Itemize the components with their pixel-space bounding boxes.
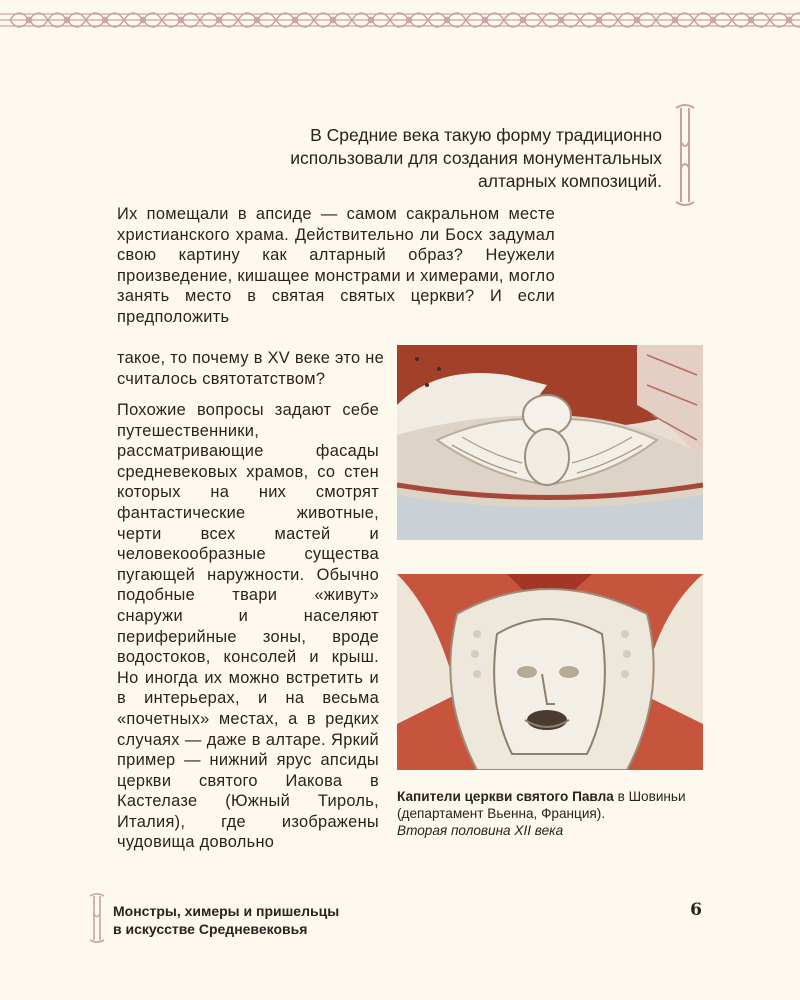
pull-quote-line: использовали для создания монументальных bbox=[290, 148, 662, 168]
intro-paragraph bbox=[117, 204, 555, 328]
footer-bracket-icon bbox=[88, 892, 106, 944]
intro-text: Их помещали в апсиде — самом сакральном месте христианского храма. Действительно ли Босх задумал свою картину как алтарный образ? Неужели произведение, кишащее монстрами и химерами, могло занять место в святая святых церкви? И если предположить bbox=[117, 205, 555, 326]
caption-location: в Шовиньи (департамент Вьенна, Франция). bbox=[397, 789, 686, 821]
caption-date: Вторая половина XII века bbox=[397, 823, 564, 838]
intro-paragraph-tail bbox=[117, 348, 387, 389]
footer-title-line: в искусстве Средневековья bbox=[113, 921, 308, 937]
caption-title: Капители церкви святого Павла bbox=[397, 789, 614, 804]
intro-tail-text: такое, то почему в XV веке это не считалось святотатством? bbox=[117, 349, 385, 388]
main-paragraph-text: Похожие вопросы задают себе путешественники, рассматривающие фасады средневековых храмов, со стен которых на них смотрят фантастические животные, черти всех мастей и человекообразные существа пугающей наружности. Обычно подобные твари «живут» снаружи и населяют периферийные зоны, вроде водостоков, консолей и крыш. Но иногда их можно встретить и в интерьерах, и на весьма «почетных» местах, а в редких случаях — даже в алтаре. Яркий пример — нижний ярус апсиды церкви святого Иакова в Кастелазе (Южный Тироль, Италия), где изображены чудовища довольно bbox=[117, 401, 379, 852]
photo-caption bbox=[397, 788, 697, 839]
footer-book-title bbox=[113, 902, 433, 938]
pull-quote-line: В Средние века такую форму традиционно bbox=[310, 125, 662, 145]
decorative-bracket-icon bbox=[672, 102, 698, 208]
pull-quote bbox=[242, 124, 662, 193]
page-number: 6 bbox=[690, 900, 702, 920]
top-ornament-border bbox=[0, 0, 800, 40]
main-paragraph bbox=[117, 400, 379, 853]
capital-photo-winged-monster bbox=[397, 345, 703, 540]
pull-quote-line: алтарных композиций. bbox=[478, 171, 662, 191]
footer-title-line: Монстры, химеры и пришельцы bbox=[113, 903, 340, 919]
capital-photo-grotesque-face bbox=[397, 574, 703, 770]
